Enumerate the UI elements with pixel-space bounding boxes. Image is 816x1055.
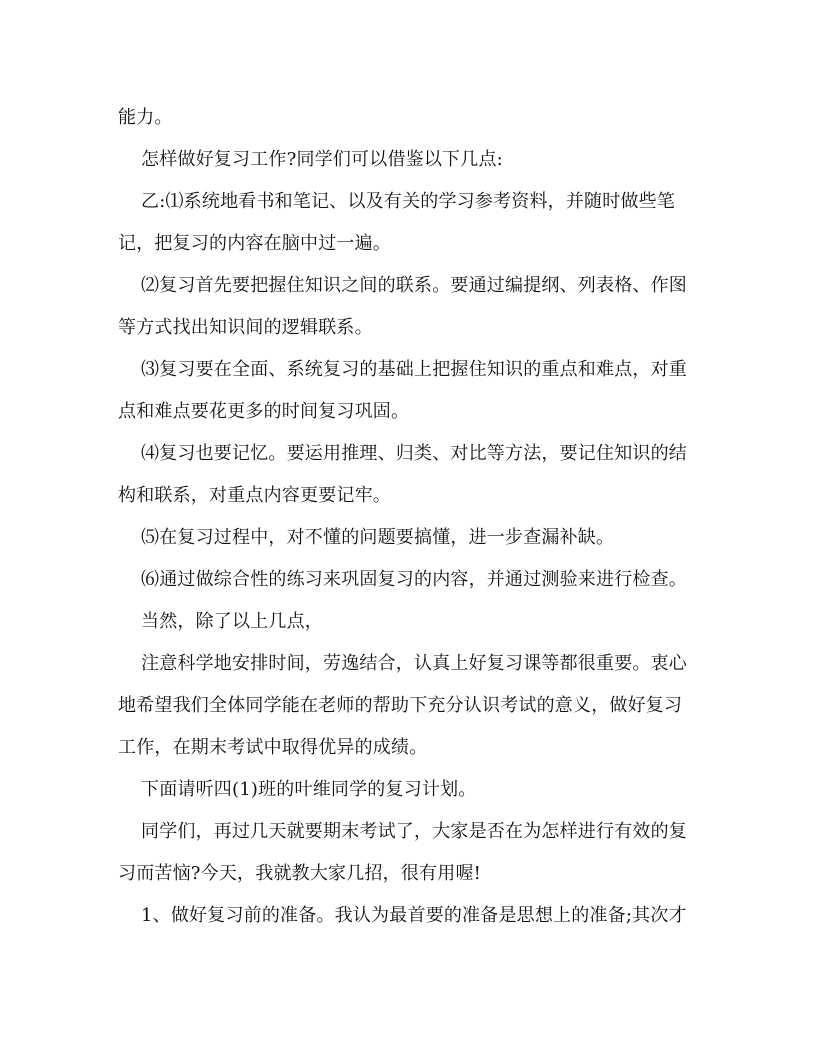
text-line: 乙:⑴系统地看书和笔记、以及有关的学习参考资料，并随时做些笔 xyxy=(141,191,676,212)
text-line: 当然，除了以上几点， xyxy=(141,611,323,632)
text-line: 能力。 xyxy=(118,107,173,128)
text-line: 1、做好复习前的准备。我认为最首要的准备是思想上的准备;其次才 xyxy=(141,905,687,926)
text-line: 下面请听四(1)班的叶维同学的复习计划。 xyxy=(141,779,477,800)
text-line: 构和联系，对重点内容更要记牢。 xyxy=(118,485,391,506)
text-line: ⑵复习首先要把握住知识之间的联系。要通过编提纲、列表格、作图 xyxy=(141,275,687,296)
text-line: ⑹通过做综合性的练习来巩固复习的内容，并通过测验来进行检查。 xyxy=(141,569,687,590)
text-line: ⑷复习也要记忆。要运用推理、归类、对比等方法，要记住知识的结 xyxy=(141,443,687,464)
text-line: 地希望我们全体同学能在老师的帮助下充分认识考试的意义，做好复习 xyxy=(118,695,683,716)
text-line: 点和难点要花更多的时间复习巩固。 xyxy=(118,401,410,422)
text-line: 等方式找出知识间的逻辑联系。 xyxy=(118,317,373,338)
text-line: 记，把复习的内容在脑中过一遍。 xyxy=(118,233,391,254)
text-line: 注意科学地安排时间，劳逸结合，认真上好复习课等都很重要。衷心 xyxy=(141,653,687,674)
text-line: 怎样做好复习工作?同学们可以借鉴以下几点: xyxy=(141,149,503,170)
text-line: ⑶复习要在全面、系统复习的基础上把握住知识的重点和难点，对重 xyxy=(141,359,687,380)
text-line: ⑸在复习过程中，对不懂的问题要搞懂，进一步查漏补缺。 xyxy=(141,527,615,548)
text-line: 习而苦恼?今天，我就教大家几招，很有用喔! xyxy=(118,863,482,884)
text-line: 工作，在期末考试中取得优异的成绩。 xyxy=(118,737,428,758)
text-line: 同学们，再过几天就要期末考试了，大家是否在为怎样进行有效的复 xyxy=(141,821,687,842)
